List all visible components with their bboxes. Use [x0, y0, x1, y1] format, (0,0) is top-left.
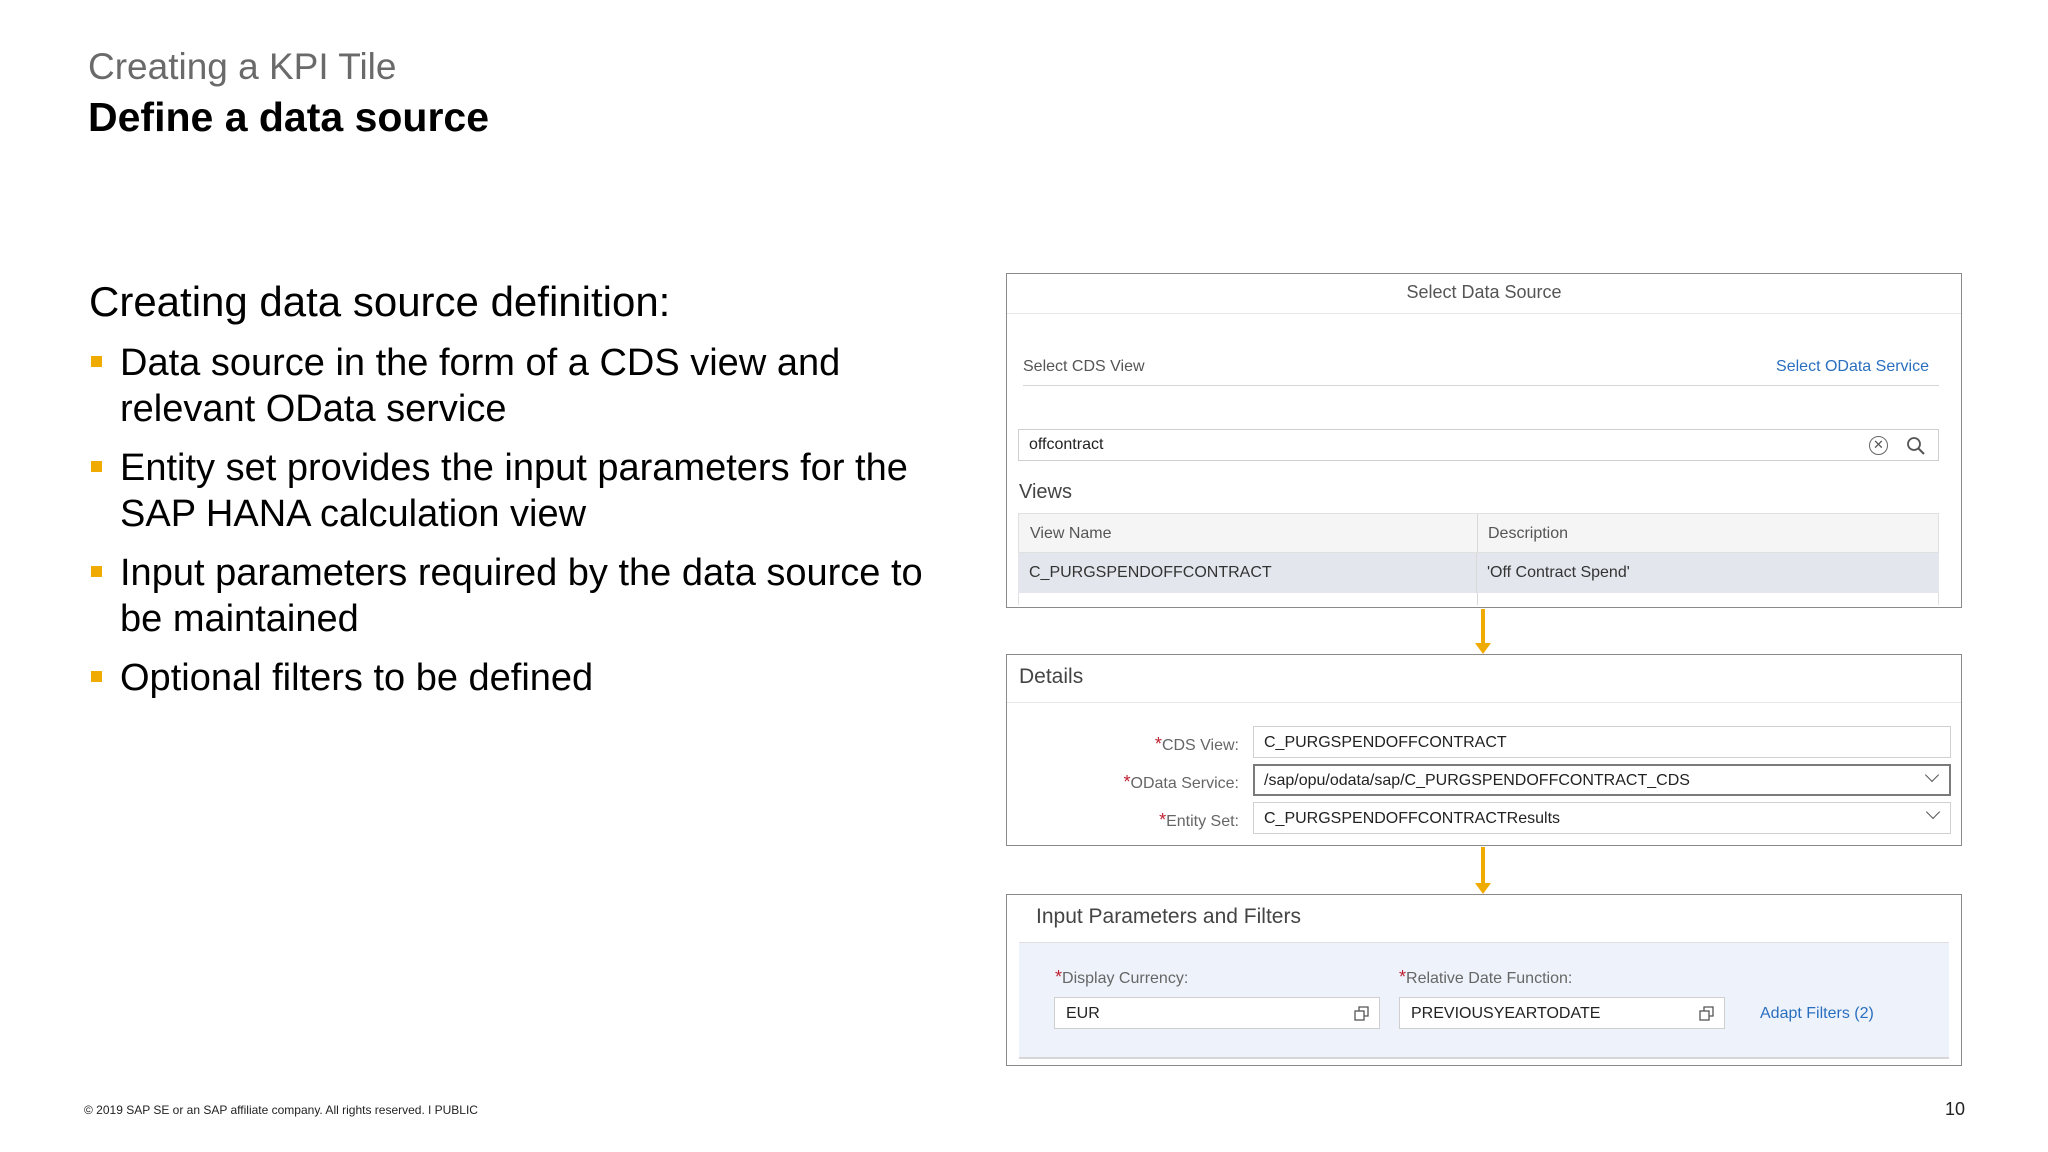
bullet-square-icon: [91, 461, 102, 472]
bullet-square-icon: [91, 356, 102, 367]
views-heading: Views: [1019, 481, 1072, 503]
input-parameters-body: [1019, 943, 1949, 1059]
table-row-empty: [1018, 593, 1939, 605]
field-row-cds-view: [1007, 726, 1961, 758]
bullet-square-icon: [91, 566, 102, 577]
bullet-text: Optional filters to be defined: [120, 657, 594, 699]
bullet-square-icon: [91, 671, 102, 682]
tab-select-odata-service[interactable]: Select OData Service: [1776, 358, 1929, 375]
field-row-entity-set: [1007, 802, 1961, 834]
bullet-text: Input parameters required by the data source to be maintained: [120, 552, 923, 640]
odata-service-label: *OData Service:: [1123, 772, 1239, 792]
display-currency-value: EUR: [1066, 1005, 1100, 1022]
value-help-icon[interactable]: [1354, 1006, 1369, 1021]
chevron-down-icon[interactable]: [1925, 768, 1939, 782]
select-data-source-dialog: [1006, 273, 1962, 608]
column-divider: [1477, 514, 1478, 552]
bullet-text: Entity set provides the input parameters for the SAP HANA calculation view: [120, 447, 908, 535]
column-header-description: Description: [1488, 525, 1569, 542]
slide-subtitle: Creating a KPI Tile: [88, 46, 397, 87]
required-marker: *: [1399, 967, 1407, 987]
views-table: [1018, 513, 1939, 605]
clear-icon[interactable]: ✕: [1869, 436, 1888, 455]
column-divider: [1477, 593, 1478, 605]
relative-date-function-label: *Relative Date Function:: [1399, 967, 1573, 987]
value-help-icon[interactable]: [1699, 1006, 1714, 1021]
flow-arrow-down: [1481, 609, 1485, 644]
chevron-down-icon[interactable]: [1926, 805, 1940, 819]
entity-set-select[interactable]: [1253, 802, 1951, 834]
description-cell: 'Off Contract Spend': [1487, 564, 1630, 581]
required-marker: *: [1159, 810, 1167, 830]
copyright-footer: © 2019 SAP SE or an SAP affiliate company. All rights reserved. ǀ PUBLIC: [84, 1103, 478, 1117]
relative-date-function-value: PREVIOUSYEARTODATE: [1411, 1005, 1601, 1022]
bullet-item: [89, 550, 929, 642]
column-divider: [1476, 553, 1477, 593]
bullet-item: [89, 445, 929, 537]
required-marker: *: [1055, 967, 1063, 987]
odata-service-value: /sap/opu/odata/sap/C_PURGSPENDOFFCONTRACT_CDS: [1264, 772, 1690, 789]
source-tabs: [1023, 348, 1939, 386]
entity-set-value: C_PURGSPENDOFFCONTRACTResults: [1264, 810, 1561, 827]
column-header-view-name: View Name: [1030, 525, 1112, 542]
details-title: Details: [1007, 655, 1961, 703]
adapt-filters-link[interactable]: Adapt Filters (2): [1760, 1005, 1874, 1022]
field-row-odata-service: [1007, 764, 1961, 796]
table-header-row: [1018, 513, 1939, 553]
display-currency-input[interactable]: [1054, 997, 1380, 1029]
required-marker: *: [1154, 734, 1162, 754]
bullet-item: [89, 340, 929, 432]
input-parameters-title: Input Parameters and Filters: [1019, 895, 1949, 943]
dialog-title: Select Data Source: [1007, 274, 1961, 314]
cds-view-field[interactable]: C_PURGSPENDOFFCONTRACT: [1253, 726, 1951, 758]
intro-text: Creating data source definition:: [89, 278, 671, 325]
page-number: 10: [1944, 1099, 1965, 1119]
cds-view-label: *CDS View:: [1154, 734, 1239, 754]
required-marker: *: [1123, 772, 1131, 792]
search-input[interactable]: [1018, 429, 1939, 461]
search-value: offcontract: [1029, 436, 1104, 453]
bullet-list: [89, 340, 929, 714]
flow-arrow-down: [1481, 847, 1485, 884]
bullet-item: [89, 655, 929, 701]
display-currency-label: *Display Currency:: [1055, 967, 1189, 987]
tab-select-cds-view[interactable]: Select CDS View: [1023, 358, 1145, 375]
slide-title: Define a data source: [88, 94, 490, 140]
view-name-cell: C_PURGSPENDOFFCONTRACT: [1029, 564, 1272, 581]
odata-service-select[interactable]: [1253, 764, 1951, 796]
details-panel: [1006, 654, 1962, 846]
bullet-text: Data source in the form of a CDS view and relevant OData service: [120, 342, 841, 430]
table-row[interactable]: [1018, 553, 1939, 593]
relative-date-function-input[interactable]: [1399, 997, 1725, 1029]
search-icon[interactable]: [1906, 436, 1926, 456]
input-parameters-panel: [1006, 894, 1962, 1066]
entity-set-label: *Entity Set:: [1159, 810, 1239, 830]
